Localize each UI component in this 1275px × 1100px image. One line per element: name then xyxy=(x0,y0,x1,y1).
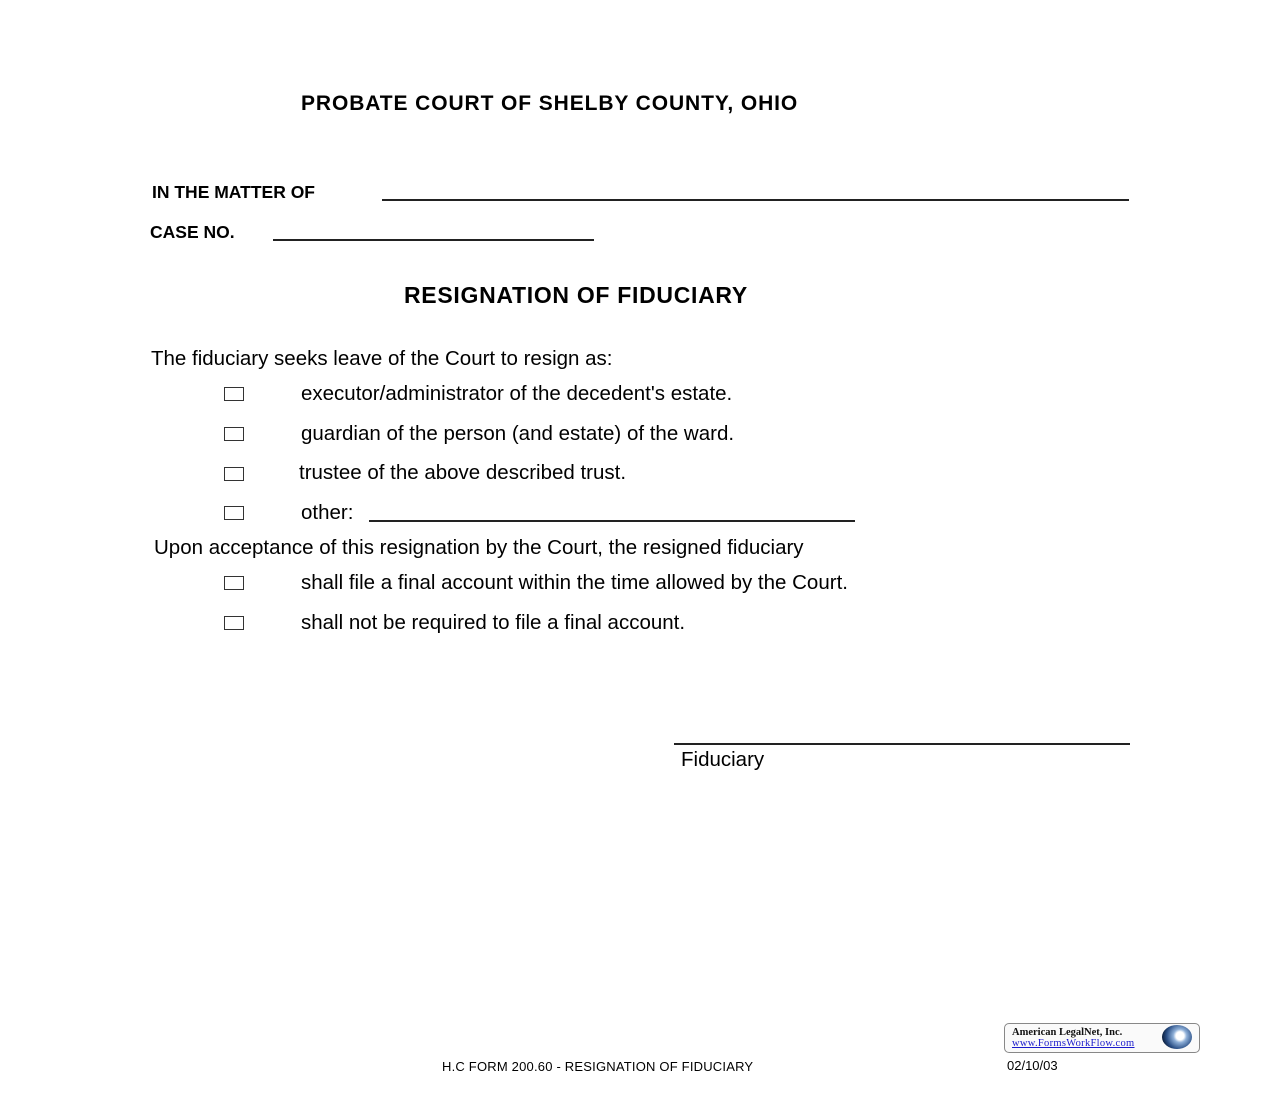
globe-logo-icon xyxy=(1162,1025,1192,1049)
in-the-matter-of-label: IN THE MATTER OF xyxy=(152,182,315,202)
option-trustee-label: trustee of the above described trust. xyxy=(299,461,627,484)
publisher-url-link[interactable]: www.FormsWorkFlow.com xyxy=(1012,1038,1135,1049)
case-no-field[interactable] xyxy=(273,239,594,241)
checkbox-executor[interactable] xyxy=(224,387,244,401)
option-other-label: other: xyxy=(301,501,354,524)
other-specify-field[interactable] xyxy=(369,520,855,522)
account-intro: Upon acceptance of this resignation by the Court, the resigned fiduciary xyxy=(154,536,804,559)
form-footer-id: H.C FORM 200.60 - RESIGNATION OF FIDUCIARY xyxy=(442,1059,754,1074)
option-executor-label: executor/administrator of the decedent's estate. xyxy=(301,382,733,405)
checkbox-file-final-account[interactable] xyxy=(224,576,244,590)
fiduciary-signature-label: Fiduciary xyxy=(681,748,765,771)
checkbox-trustee[interactable] xyxy=(224,467,244,481)
option-no-final-account-label: shall not be required to file a final account. xyxy=(301,611,686,634)
option-file-final-account-label: shall file a final account within the time allowed by the Court. xyxy=(301,571,848,594)
checkbox-no-final-account[interactable] xyxy=(224,616,244,630)
publisher-name: American LegalNet, Inc. xyxy=(1012,1027,1123,1038)
resign-intro: The fiduciary seeks leave of the Court to resign as: xyxy=(151,347,613,370)
form-date: 02/10/03 xyxy=(1007,1058,1058,1073)
case-no-label: CASE NO. xyxy=(150,222,235,242)
fiduciary-signature-line[interactable] xyxy=(674,743,1130,745)
option-guardian-label: guardian of the person (and estate) of the ward. xyxy=(301,422,735,445)
publisher-badge[interactable] xyxy=(1004,1023,1200,1053)
in-the-matter-of-field[interactable] xyxy=(382,199,1129,201)
checkbox-other[interactable] xyxy=(224,506,244,520)
form-title: RESIGNATION OF FIDUCIARY xyxy=(404,282,748,308)
court-name: PROBATE COURT OF SHELBY COUNTY, OHIO xyxy=(301,92,799,115)
checkbox-guardian[interactable] xyxy=(224,427,244,441)
